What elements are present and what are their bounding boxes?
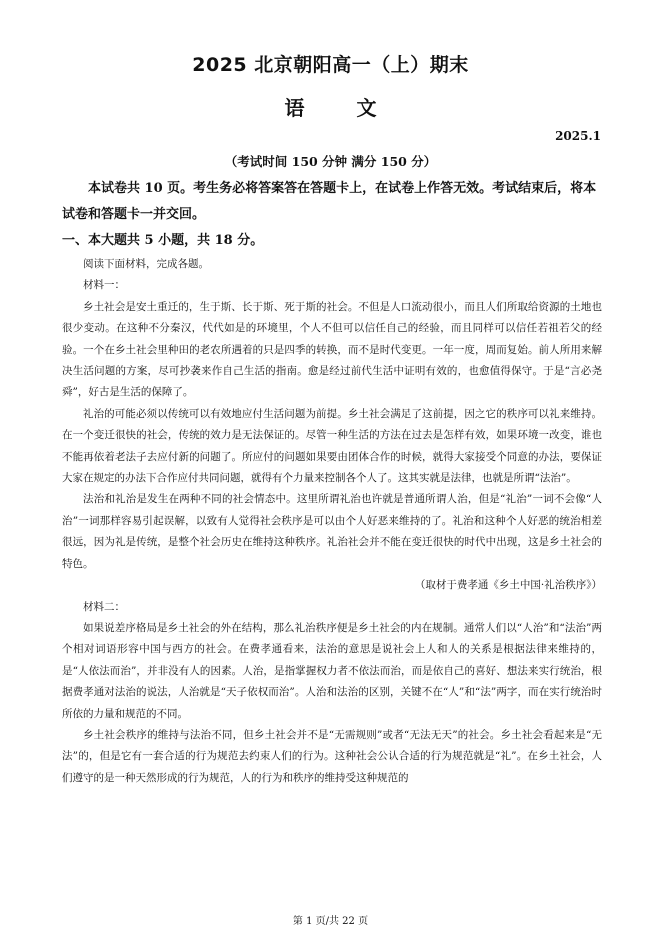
exam-time-info: （考试时间 150 分钟 满分 150 分） bbox=[224, 154, 437, 169]
paragraph: 礼治的可能必须以传统可以有效地应付生活问题为前提。乡土社会满足了这前提，因之它的秩序可以礼来维持。在一个变迁很快的社会，传统的效力是无法保证的。尽管一种生活的方法在过去是怎样有效，如果环境一改变，谁也不能再依着老法子去应付新的问题了。所应付的问题如果要由团体合作的时候，就得大家接受个同意的办法，要保证大家在规定的办法下合作应付共同问题，就得有个力量来控制各个人了。这其实就是法律，也就是所谓“法治”。 bbox=[62, 407, 602, 485]
page-number: 第 1 页/共 22 页 bbox=[292, 916, 369, 927]
material-label: 材料一： bbox=[83, 279, 125, 292]
source-citation: （取材于费孝通《乡土中国·礼治秩序》） bbox=[414, 579, 602, 592]
section-heading: 一、本大题共 5 小题，共 18 分。 bbox=[62, 233, 264, 248]
paragraph: 乡土社会秩序的维持与法治不同，但乡土社会并不是“无需规则”或者“无法无天”的社会。乡土社会看起来是“无法”的，但是它有一套合适的行为规范去约束人们的行为。这种社会公认合适的行为规范就是“礼”。在乡土社会，人们遵守的是一种天然形成的行为规范，人的行为和秩序的维持受这种规范的 bbox=[62, 728, 602, 784]
paragraph: 乡土社会是安土重迁的，生于斯、长于斯、死于斯的社会。不但是人口流动很小，而且人们所取给资源的土地也很少变动。在这种不分秦汉，代代如是的环境里，个人不但可以信任自己的经验，而且同样可以信任若祖若父的经验。一个在乡土社会里种田的老农所遇着的只是四季的转换，而不是时代变更。一年一度，周而复始。前人所用来解决生活问题的方案，尽可抄袭来作自己生活的指南。愈是经过前代生活中证明有效的，也愈值得保守。于是“言必尧舜”，好古是生活的保障了。 bbox=[62, 300, 602, 399]
exam-notice: 本试卷共 10 页。考生务必将答案答在答题卡上，在试卷上作答无效。考试结束后，将本试卷和答题卡一并交回。 bbox=[62, 181, 597, 222]
subject-heading bbox=[0, 92, 661, 121]
exam-title: 2025 北京朝阳高一（上）期末 bbox=[192, 54, 469, 76]
reading-body bbox=[62, 254, 602, 789]
paragraph: 法治和礼治是发生在两种不同的社会情态中。这里所谓礼治也许就是普通所谓人治，但是“礼治”一词不会像“人治”一词那样容易引起误解，以致有人觉得社会秩序是可以由个人好恶来维持的了。礼治和这种个人好恶的统治相差很远，因为礼是传统，是整个社会历史在维持这种秩序。礼治社会并不能在变迁很快的时代中出现，这是乡土社会的特色。 bbox=[62, 493, 602, 570]
subject-char: 语 bbox=[284, 96, 305, 120]
paragraph: 如果说差序格局是乡土社会的外在结构，那么礼治秩序便是乡土社会的内在规制。通常人们以“人治”和“法治”两个相对词语形容中国与西方的社会。在费孝通看来，法治的意思是说社会上人和人的关系是根据法律来维持的，是“人依法而治”，并非没有人的因素。人治，是指掌握权力者不依法而治，而是依自己的喜好、想法来实行统治，根据费孝通对法治的说法，人治就是“天子依权而治”。人治和法治的区别，关键不在“人”和“法”两字，而在实行统治时所依的力量和规范的不同。 bbox=[62, 621, 602, 720]
subject-char: 文 bbox=[356, 96, 377, 120]
exam-date: 2025.1 bbox=[555, 129, 601, 143]
material-label: 材料二： bbox=[83, 600, 125, 613]
instruction: 阅读下面材料，完成各题。 bbox=[83, 258, 209, 270]
